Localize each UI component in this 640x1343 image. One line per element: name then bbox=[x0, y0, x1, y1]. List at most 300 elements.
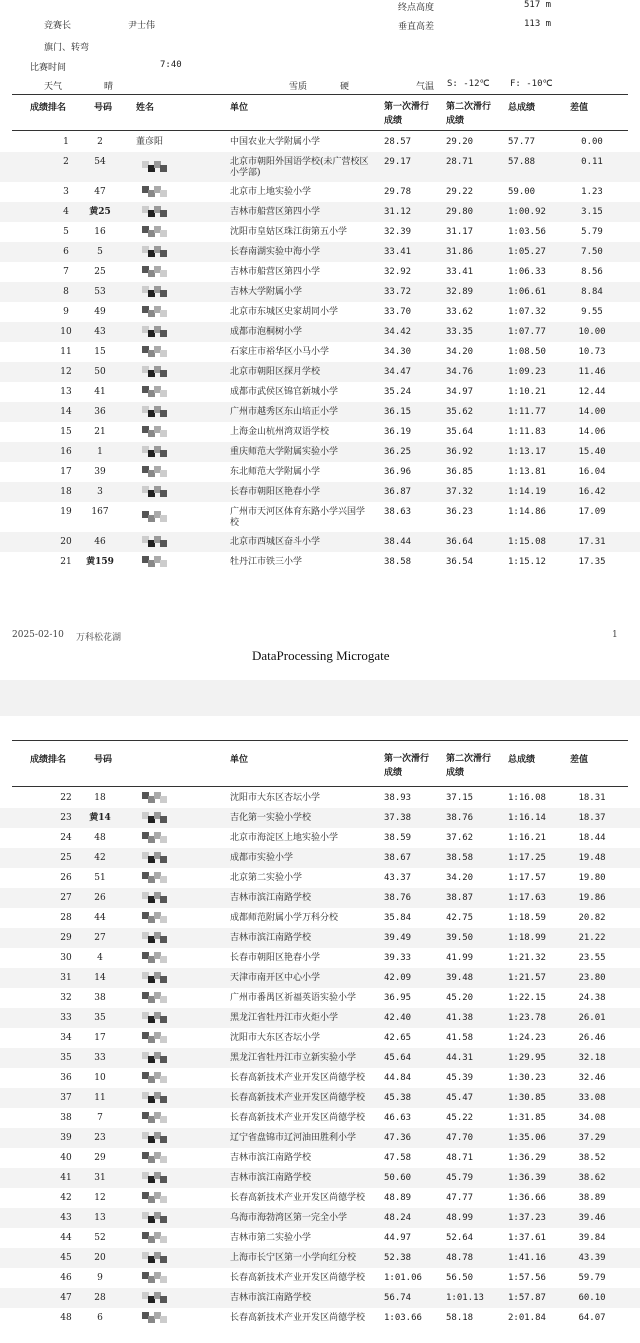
cell-diff: 16.04 bbox=[578, 467, 606, 477]
cell-unit: 吉林市滨江南路学校 bbox=[230, 893, 312, 903]
cell-diff: 10.00 bbox=[578, 327, 606, 337]
cell-rank: 44 bbox=[60, 1233, 72, 1243]
cell-run1: 36.95 bbox=[384, 993, 412, 1003]
cell-bib: 52 bbox=[94, 1233, 106, 1243]
table-header bbox=[0, 100, 640, 128]
table-row bbox=[0, 1168, 640, 1188]
cell-rank: 8 bbox=[63, 287, 69, 297]
cell-diff: 38.62 bbox=[578, 1173, 606, 1183]
cell-unit: 吉林市船营区第四小学 bbox=[230, 267, 321, 277]
cell-rank: 10 bbox=[60, 327, 72, 337]
cell-unit: 重庆师范大学附属实验小学 bbox=[230, 447, 339, 457]
cell-total: 1:09.23 bbox=[508, 367, 546, 377]
cell-diff: 32.18 bbox=[578, 1053, 606, 1063]
col-run1: 第一次滑行成绩 bbox=[384, 102, 430, 126]
cell-run2: 45.20 bbox=[446, 993, 474, 1003]
cell-run1: 42.40 bbox=[384, 1013, 412, 1023]
redacted-name bbox=[142, 972, 168, 984]
cell-rank: 14 bbox=[60, 407, 72, 417]
referee-label: 竞赛长 bbox=[44, 21, 72, 31]
cell-run1: 48.89 bbox=[384, 1193, 412, 1203]
cell-unit: 吉林市第二实验小学 bbox=[230, 1233, 312, 1243]
table-row bbox=[0, 908, 640, 928]
cell-rank: 48 bbox=[60, 1313, 72, 1323]
cell-rank: 24 bbox=[60, 833, 72, 843]
cell-rank: 37 bbox=[60, 1093, 72, 1103]
cell-run1: 32.92 bbox=[384, 267, 412, 277]
cell-total: 1:08.50 bbox=[508, 347, 546, 357]
table-row bbox=[0, 462, 640, 482]
cell-unit: 上海金山杭州湾双语学校 bbox=[230, 427, 330, 437]
cell-unit: 长春市朝阳区艳春小学 bbox=[230, 953, 321, 963]
cell-run2: 37.15 bbox=[446, 793, 474, 803]
cell-bib: 12 bbox=[94, 1193, 106, 1203]
cell-unit: 天津市南开区中心小学 bbox=[230, 973, 321, 983]
cell-rank: 23 bbox=[60, 813, 72, 823]
cell-unit: 北京市朝阳区探月学校 bbox=[230, 367, 321, 377]
redacted-name bbox=[142, 1312, 168, 1324]
cell-rank: 13 bbox=[60, 387, 72, 397]
table-row bbox=[0, 422, 640, 442]
cell-total: 1:37.23 bbox=[508, 1213, 546, 1223]
vertical-drop-value: 113 m bbox=[524, 19, 552, 29]
cell-bib: 13 bbox=[94, 1213, 106, 1223]
cell-unit: 吉林市滨江南路学校 bbox=[230, 1153, 312, 1163]
redacted-name bbox=[142, 1192, 168, 1204]
redacted-name bbox=[142, 446, 168, 458]
cell-run2: 28.71 bbox=[446, 157, 474, 167]
cell-bib: 44 bbox=[94, 913, 106, 923]
cell-bib: 25 bbox=[94, 267, 106, 277]
cell-diff: 5.79 bbox=[581, 227, 603, 237]
cell-run1: 45.38 bbox=[384, 1093, 412, 1103]
redacted-name bbox=[142, 1212, 168, 1224]
table-row bbox=[0, 948, 640, 968]
cell-diff: 17.35 bbox=[578, 557, 606, 567]
cell-run2: 34.20 bbox=[446, 347, 474, 357]
cell-total: 1:11.83 bbox=[508, 427, 546, 437]
cell-rank: 40 bbox=[60, 1153, 72, 1163]
redacted-name bbox=[142, 186, 168, 198]
col-total: 总成绩 bbox=[508, 103, 536, 113]
col-rank: 成绩排名 bbox=[30, 103, 67, 113]
cell-unit: 吉林市滨江南路学校 bbox=[230, 933, 312, 943]
redacted-name bbox=[142, 406, 168, 418]
cell-run2: 33.62 bbox=[446, 307, 474, 317]
cell-run1: 38.58 bbox=[384, 557, 412, 567]
redacted-name bbox=[142, 1072, 168, 1084]
cell-bib: 42 bbox=[94, 853, 106, 863]
cell-rank: 5 bbox=[63, 227, 69, 237]
cell-diff: 24.38 bbox=[578, 993, 606, 1003]
cell-total: 1:03.56 bbox=[508, 227, 546, 237]
redacted-name bbox=[142, 161, 168, 173]
cell-run1: 35.24 bbox=[384, 387, 412, 397]
cell-run2: 45.39 bbox=[446, 1073, 474, 1083]
cell-total: 1:22.15 bbox=[508, 993, 546, 1003]
cell-total: 1:10.21 bbox=[508, 387, 546, 397]
cell-bib: 47 bbox=[94, 187, 106, 197]
cell-total: 1:36.66 bbox=[508, 1193, 546, 1203]
cell-rank: 34 bbox=[60, 1033, 72, 1043]
cell-run2: 29.20 bbox=[446, 137, 474, 147]
cell-rank: 17 bbox=[60, 467, 72, 477]
cell-run1: 33.41 bbox=[384, 247, 412, 257]
cell-total: 1:36.39 bbox=[508, 1173, 546, 1183]
table-row bbox=[0, 302, 640, 322]
cell-run2: 41.99 bbox=[446, 953, 474, 963]
cell-unit: 北京市朝阳外国语学校(未广营校区 小学部) bbox=[230, 157, 369, 178]
cell-bib: 51 bbox=[94, 873, 106, 883]
table-row bbox=[0, 282, 640, 302]
cell-unit: 成都市泡桐树小学 bbox=[230, 327, 303, 337]
cell-rank: 39 bbox=[60, 1133, 72, 1143]
cell-total: 1:31.85 bbox=[508, 1113, 546, 1123]
redacted-name bbox=[142, 852, 168, 864]
cell-run2: 39.50 bbox=[446, 933, 474, 943]
cell-rank: 32 bbox=[60, 993, 72, 1003]
cell-unit: 沈阳市皇姑区珠江街第五小学 bbox=[230, 227, 348, 237]
cell-diff: 18.37 bbox=[578, 813, 606, 823]
cell-bib: 36 bbox=[94, 407, 106, 417]
table-row bbox=[0, 202, 640, 222]
cell-diff: 26.01 bbox=[578, 1013, 606, 1023]
cell-total: 1:16.21 bbox=[508, 833, 546, 843]
header2-bottom-rule bbox=[12, 786, 628, 787]
cell-diff: 59.79 bbox=[578, 1273, 606, 1283]
table-row bbox=[0, 442, 640, 462]
footer-page-number: 1 bbox=[612, 630, 618, 640]
cell-diff: 19.86 bbox=[578, 893, 606, 903]
cell-run1: 38.63 bbox=[384, 507, 412, 517]
cell-total: 1:07.32 bbox=[508, 307, 546, 317]
cell-run2: 29.22 bbox=[446, 187, 474, 197]
cell-total: 1:18.99 bbox=[508, 933, 546, 943]
col-bib: 号码 bbox=[94, 755, 113, 765]
cell-total: 1:24.23 bbox=[508, 1033, 546, 1043]
table-row bbox=[0, 132, 640, 152]
cell-unit: 北京市海淀区上地实验小学 bbox=[230, 833, 339, 843]
cell-diff: 0.11 bbox=[581, 157, 603, 167]
cell-bib: 43 bbox=[94, 327, 106, 337]
table-row bbox=[0, 262, 640, 282]
cell-diff: 23.55 bbox=[578, 953, 606, 963]
cell-unit: 石家庄市裕华区小马小学 bbox=[230, 347, 330, 357]
cell-rank: 45 bbox=[60, 1253, 72, 1263]
cell-diff: 12.44 bbox=[578, 387, 606, 397]
cell-bib: 11 bbox=[94, 1093, 106, 1103]
cell-bib: 5 bbox=[97, 247, 103, 257]
redacted-name bbox=[142, 366, 168, 378]
cell-unit: 广州市天河区体育东路小学兴国学 校 bbox=[230, 507, 366, 528]
redacted-name bbox=[142, 1252, 168, 1264]
cell-diff: 14.00 bbox=[578, 407, 606, 417]
cell-unit: 成都市武侯区锦官新城小学 bbox=[230, 387, 339, 397]
temperature-label: 气温 bbox=[416, 82, 435, 92]
cell-unit: 长春高新技术产业开发区尚德学校 bbox=[230, 1313, 366, 1323]
redacted-name bbox=[142, 466, 168, 478]
redacted-name bbox=[142, 511, 168, 523]
cell-unit: 广州市番禺区祈福英语实验小学 bbox=[230, 993, 357, 1003]
cell-total: 1:13.81 bbox=[508, 467, 546, 477]
cell-bib: 20 bbox=[94, 1253, 106, 1263]
cell-run1: 44.97 bbox=[384, 1233, 412, 1243]
cell-bib: 10 bbox=[94, 1073, 106, 1083]
redacted-name bbox=[142, 1292, 168, 1304]
table-row bbox=[0, 808, 640, 828]
cell-run1: 1:03.66 bbox=[384, 1313, 422, 1323]
footer-venue: 万科松花湖 bbox=[76, 633, 122, 643]
redacted-name bbox=[142, 206, 168, 218]
cell-total: 1:23.78 bbox=[508, 1013, 546, 1023]
cell-unit: 黑龙江省牡丹江市立新实验小学 bbox=[230, 1053, 357, 1063]
cell-run2: 36.92 bbox=[446, 447, 474, 457]
cell-diff: 7.50 bbox=[581, 247, 603, 257]
cell-bib: 31 bbox=[94, 1173, 106, 1183]
redacted-name bbox=[142, 286, 168, 298]
cell-run1: 46.63 bbox=[384, 1113, 412, 1123]
cell-bib: 黄25 bbox=[89, 207, 111, 217]
cell-bib: 27 bbox=[94, 933, 106, 943]
cell-total: 1:14.86 bbox=[508, 507, 546, 517]
redacted-name bbox=[142, 912, 168, 924]
cell-bib: 黄14 bbox=[89, 813, 111, 823]
race-time-value: 7:40 bbox=[160, 60, 182, 70]
cell-run1: 37.38 bbox=[384, 813, 412, 823]
cell-rank: 36 bbox=[60, 1073, 72, 1083]
cell-total: 1:21.32 bbox=[508, 953, 546, 963]
table-row bbox=[0, 1028, 640, 1048]
cell-total: 1:29.95 bbox=[508, 1053, 546, 1063]
cell-diff: 38.89 bbox=[578, 1193, 606, 1203]
table-row bbox=[0, 242, 640, 262]
cell-total: 1:36.29 bbox=[508, 1153, 546, 1163]
redacted-name bbox=[142, 266, 168, 278]
cell-total: 1:00.92 bbox=[508, 207, 546, 217]
cell-diff: 8.56 bbox=[581, 267, 603, 277]
cell-run2: 33.35 bbox=[446, 327, 474, 337]
cell-run2: 29.80 bbox=[446, 207, 474, 217]
cell-bib: 7 bbox=[97, 1113, 103, 1123]
header-bottom-rule bbox=[12, 130, 628, 131]
cell-run2: 41.58 bbox=[446, 1033, 474, 1043]
redacted-name bbox=[142, 246, 168, 258]
cell-diff: 18.31 bbox=[578, 793, 606, 803]
cell-bib: 9 bbox=[97, 1273, 103, 1283]
cell-rank: 12 bbox=[60, 367, 72, 377]
cell-bib: 16 bbox=[94, 227, 106, 237]
cell-rank: 29 bbox=[60, 933, 72, 943]
cell-rank: 33 bbox=[60, 1013, 72, 1023]
table-row bbox=[0, 552, 640, 572]
redacted-name bbox=[142, 426, 168, 438]
race-time-label: 比赛时间 bbox=[30, 63, 67, 73]
cell-rank: 25 bbox=[60, 853, 72, 863]
table-row bbox=[0, 1308, 640, 1328]
table-row bbox=[0, 1208, 640, 1228]
cell-run1: 47.36 bbox=[384, 1133, 412, 1143]
cell-diff: 19.48 bbox=[578, 853, 606, 863]
table-row bbox=[0, 1128, 640, 1148]
cell-unit: 北京市东城区史家胡同小学 bbox=[230, 307, 339, 317]
cell-rank: 18 bbox=[60, 487, 72, 497]
cell-bib: 黄159 bbox=[86, 557, 114, 567]
col-run1: 第一次滑行成绩 bbox=[384, 754, 430, 778]
cell-rank: 35 bbox=[60, 1053, 72, 1063]
cell-run2: 47.70 bbox=[446, 1133, 474, 1143]
table-row bbox=[0, 402, 640, 422]
cell-diff: 16.42 bbox=[578, 487, 606, 497]
cell-run1: 38.44 bbox=[384, 537, 412, 547]
cell-total: 1:11.77 bbox=[508, 407, 546, 417]
cell-unit: 长春高新技术产业开发区尚德学校 bbox=[230, 1273, 366, 1283]
cell-bib: 26 bbox=[94, 893, 106, 903]
table-row bbox=[0, 1248, 640, 1268]
cell-unit: 沈阳市大东区杏坛小学 bbox=[230, 1033, 321, 1043]
cell-total: 57.88 bbox=[508, 157, 536, 167]
cell-unit: 北京市上地实验小学 bbox=[230, 187, 312, 197]
temperature-start: S: -12℃ bbox=[447, 79, 490, 89]
table-row bbox=[0, 1148, 640, 1168]
weather-label: 天气 bbox=[44, 82, 63, 92]
cell-rank: 41 bbox=[60, 1173, 72, 1183]
cell-rank: 47 bbox=[60, 1293, 72, 1303]
cell-run2: 34.20 bbox=[446, 873, 474, 883]
table-row bbox=[0, 988, 640, 1008]
cell-bib: 18 bbox=[94, 793, 106, 803]
cell-bib: 33 bbox=[94, 1053, 106, 1063]
redacted-name bbox=[142, 1112, 168, 1124]
cell-run2: 52.64 bbox=[446, 1233, 474, 1243]
cell-run1: 50.60 bbox=[384, 1173, 412, 1183]
cell-total: 1:06.61 bbox=[508, 287, 546, 297]
cell-total: 1:30.85 bbox=[508, 1093, 546, 1103]
table-header-2 bbox=[0, 752, 640, 780]
cell-run2: 56.50 bbox=[446, 1273, 474, 1283]
cell-run1: 34.30 bbox=[384, 347, 412, 357]
cell-total: 1:17.57 bbox=[508, 873, 546, 883]
cell-unit: 牡丹江市铁三小学 bbox=[230, 557, 303, 567]
cell-rank: 11 bbox=[60, 347, 72, 357]
cell-run2: 35.64 bbox=[446, 427, 474, 437]
cell-rank: 2 bbox=[63, 157, 69, 167]
redacted-name bbox=[142, 386, 168, 398]
col-diff: 差值 bbox=[570, 103, 589, 113]
cell-bib: 53 bbox=[94, 287, 106, 297]
cell-total: 1:16.08 bbox=[508, 793, 546, 803]
cell-run1: 28.57 bbox=[384, 137, 412, 147]
cell-diff: 8.84 bbox=[581, 287, 603, 297]
cell-unit: 成都师范附属小学万科分校 bbox=[230, 913, 339, 923]
cell-unit: 辽宁省盘锦市辽河油田胜利小学 bbox=[230, 1133, 357, 1143]
cell-run2: 41.38 bbox=[446, 1013, 474, 1023]
cell-run2: 58.18 bbox=[446, 1313, 474, 1323]
redacted-name bbox=[142, 306, 168, 318]
cell-run1: 38.93 bbox=[384, 793, 412, 803]
end-height-value: 517 m bbox=[524, 0, 552, 10]
cell-diff: 17.31 bbox=[578, 537, 606, 547]
cell-unit: 沈阳市大东区杏坛小学 bbox=[230, 793, 321, 803]
cell-rank: 6 bbox=[63, 247, 69, 257]
header-top-rule bbox=[12, 94, 628, 95]
cell-diff: 17.09 bbox=[578, 507, 606, 517]
weather-value: 晴 bbox=[104, 82, 114, 92]
cell-run2: 36.54 bbox=[446, 557, 474, 567]
cell-run2: 31.17 bbox=[446, 227, 474, 237]
redacted-name bbox=[142, 1172, 168, 1184]
cell-run1: 33.70 bbox=[384, 307, 412, 317]
cell-diff: 20.82 bbox=[578, 913, 606, 923]
cell-diff: 34.08 bbox=[578, 1113, 606, 1123]
cell-diff: 14.06 bbox=[578, 427, 606, 437]
cell-total: 59.00 bbox=[508, 187, 536, 197]
cell-unit: 长春高新技术产业开发区尚德学校 bbox=[230, 1073, 366, 1083]
cell-bib: 6 bbox=[97, 1313, 103, 1323]
redacted-name bbox=[142, 1132, 168, 1144]
cell-diff: 11.46 bbox=[578, 367, 606, 377]
gates-label: 旗门、转弯 bbox=[44, 43, 90, 53]
cell-total: 1:57.87 bbox=[508, 1293, 546, 1303]
cell-diff: 23.80 bbox=[578, 973, 606, 983]
cell-total: 1:30.23 bbox=[508, 1073, 546, 1083]
cell-bib: 15 bbox=[94, 347, 106, 357]
table-row bbox=[0, 532, 640, 552]
table-row bbox=[0, 502, 640, 532]
cell-bib: 3 bbox=[97, 487, 103, 497]
cell-rank: 7 bbox=[63, 267, 69, 277]
cell-run2: 42.75 bbox=[446, 913, 474, 923]
col-total: 总成绩 bbox=[508, 755, 536, 765]
cell-run1: 36.15 bbox=[384, 407, 412, 417]
table-row bbox=[0, 1108, 640, 1128]
redacted-name bbox=[142, 226, 168, 238]
table-row bbox=[0, 1068, 640, 1088]
cell-unit: 长春南湖实验中海小学 bbox=[230, 247, 321, 257]
cell-bib: 50 bbox=[94, 367, 106, 377]
redacted-name bbox=[142, 1012, 168, 1024]
cell-total: 1:18.59 bbox=[508, 913, 546, 923]
cell-rank: 4 bbox=[63, 207, 69, 217]
cell-run1: 39.33 bbox=[384, 953, 412, 963]
cell-unit: 中国农业大学附属小学 bbox=[230, 137, 321, 147]
cell-total: 1:15.08 bbox=[508, 537, 546, 547]
snow-label: 雪质 bbox=[289, 82, 308, 92]
col-bib: 号码 bbox=[94, 103, 113, 113]
cell-diff: 38.52 bbox=[578, 1153, 606, 1163]
cell-run2: 48.71 bbox=[446, 1153, 474, 1163]
cell-rank: 3 bbox=[63, 187, 69, 197]
redacted-name bbox=[142, 992, 168, 1004]
page-gap bbox=[0, 680, 640, 716]
cell-run2: 38.76 bbox=[446, 813, 474, 823]
cell-run2: 45.79 bbox=[446, 1173, 474, 1183]
cell-diff: 9.55 bbox=[581, 307, 603, 317]
table-row bbox=[0, 1048, 640, 1068]
cell-diff: 32.46 bbox=[578, 1073, 606, 1083]
cell-diff: 21.22 bbox=[578, 933, 606, 943]
table-row bbox=[0, 152, 640, 182]
cell-run2: 45.22 bbox=[446, 1113, 474, 1123]
cell-run2: 39.48 bbox=[446, 973, 474, 983]
end-height-label: 终点高度 bbox=[398, 3, 435, 13]
cell-rank: 27 bbox=[60, 893, 72, 903]
cell-rank: 21 bbox=[60, 557, 72, 567]
cell-run2: 31.86 bbox=[446, 247, 474, 257]
cell-bib: 39 bbox=[94, 467, 106, 477]
cell-unit: 北京市西城区奋斗小学 bbox=[230, 537, 321, 547]
cell-bib: 41 bbox=[94, 387, 106, 397]
snow-value: 硬 bbox=[340, 82, 350, 92]
